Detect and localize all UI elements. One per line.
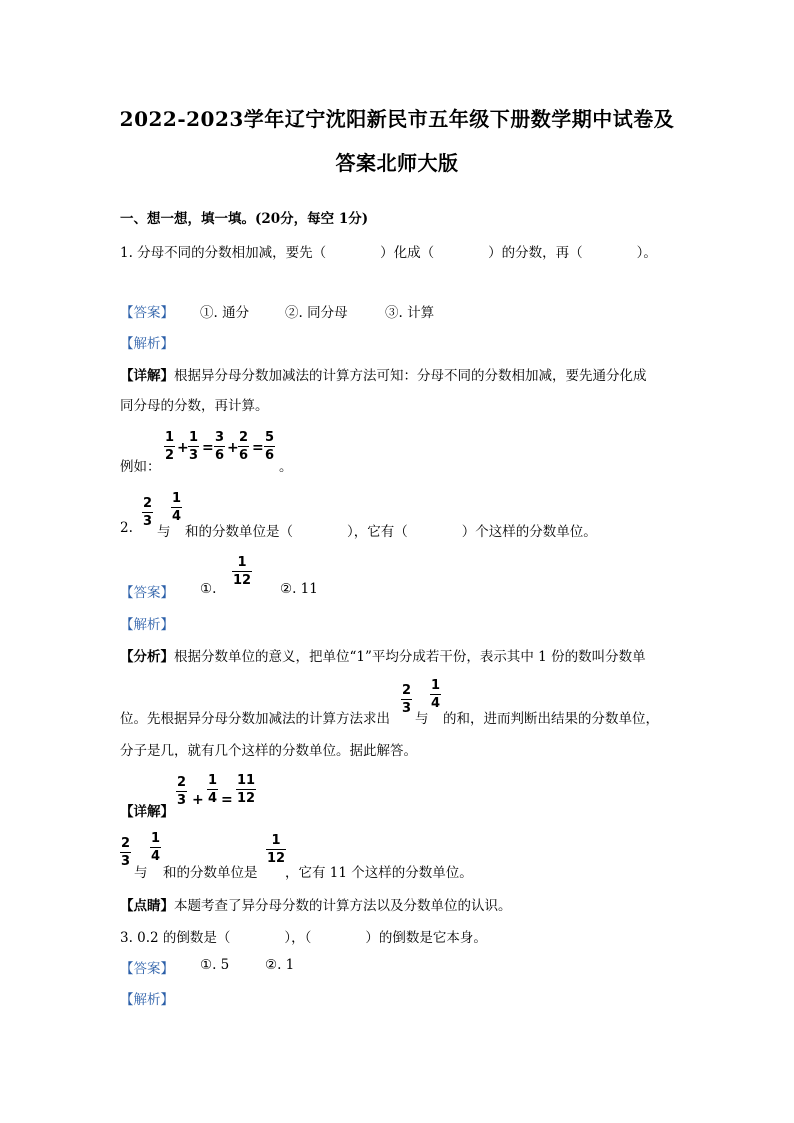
q2-concl-fraction-c: 1 12 xyxy=(267,833,286,866)
plus-sign: + xyxy=(227,440,239,456)
q2-answer-1-prefix: ①. xyxy=(200,581,217,597)
example-fraction-5: 5 6 xyxy=(265,430,275,463)
q1-analysis-label: 【解析】 xyxy=(120,336,174,352)
q2-fraction-b: 1 4 xyxy=(172,491,182,524)
q2-detail-fraction-1: 2 3 xyxy=(177,775,187,808)
q1-answer-3: ③. 计算 xyxy=(385,305,435,321)
q2-detail-label: 【详解】 xyxy=(120,804,174,820)
question-2-text: 和的分数单位是（ ），它有（ ）个这样的分数单位。 xyxy=(185,524,597,540)
q1-answer-1: ①. 通分 xyxy=(200,305,250,321)
example-period: 。 xyxy=(279,459,293,475)
example-fraction-1: 1 2 xyxy=(165,430,175,463)
q2-fenxi-fraction-b: 1 4 xyxy=(431,678,441,711)
q2-answer-2: ②. 11 xyxy=(280,581,318,597)
equals-sign: = xyxy=(221,792,233,808)
q1-example-prefix: 例如： xyxy=(120,459,161,475)
q2-concl-yu: 与 xyxy=(134,865,148,881)
q2-fenxi-line3: 分子是几，就有几个这样的分数单位。据此解答。 xyxy=(120,743,417,759)
q2-fenxi xyxy=(120,645,646,665)
q3-answer-label: 【答案】 xyxy=(120,961,174,977)
q2-concl-fraction-b: 1 4 xyxy=(151,831,161,864)
question-2-number: 2. xyxy=(120,520,133,536)
q2-detail-fraction-3: 11 12 xyxy=(237,773,256,806)
q2-analysis-label: 【解析】 xyxy=(120,617,174,633)
q2-fraction-a: 2 3 xyxy=(143,496,153,529)
q2-fenxi-label: 【分析】 xyxy=(120,649,174,665)
q2-fenxi-yu: 与 xyxy=(415,711,429,727)
page-title-line2: 答案北师大版 xyxy=(335,151,459,175)
q2-fenxi-line1: 根据分数单位的意义，把单位“1”平均分成若干份，表示其中 1 份的数叫分数单 xyxy=(174,649,646,665)
q1-answer-2: ②. 同分母 xyxy=(285,305,348,321)
example-fraction-2: 1 3 xyxy=(189,430,199,463)
q2-yu: 与 xyxy=(157,524,171,540)
q1-detail xyxy=(120,364,647,384)
q3-answer-1: ①. 5 xyxy=(200,957,230,973)
q2-fenxi-line2a: 位。先根据异分母分数加减法的计算方法求出 xyxy=(120,711,390,727)
example-fraction-3: 3 6 xyxy=(215,430,225,463)
example-fraction-4: 2 6 xyxy=(239,430,249,463)
q1-detail-line1: 根据异分母分数加减法的计算方法可知：分母不同的分数相加减，要先通分化成 xyxy=(174,368,647,384)
q2-dianjing xyxy=(120,894,512,914)
page-title-line1: 2022-2023学年辽宁沈阳新民市五年级下册数学期中试卷及 xyxy=(119,107,675,131)
plus-sign: + xyxy=(192,792,204,808)
section-heading: 一、想一想，填一填。(20分，每空 1分) xyxy=(120,211,369,227)
q2-concl-end: ，它有 11 个这样的分数单位。 xyxy=(285,865,473,881)
q2-fenxi-fraction-a: 2 3 xyxy=(402,683,412,716)
q2-fenxi-line2b: 的和，进而判断出结果的分数单位， xyxy=(443,711,659,727)
equals-sign: = xyxy=(202,440,214,456)
q3-analysis-label: 【解析】 xyxy=(120,992,174,1008)
q2-concl-fraction-a: 2 3 xyxy=(121,836,131,869)
q3-answer-2: ②. 1 xyxy=(265,957,295,973)
q1-detail-label: 【详解】 xyxy=(120,368,174,384)
q2-detail-fraction-2: 1 4 xyxy=(208,773,218,806)
q2-answer-label: 【答案】 xyxy=(120,585,174,601)
equals-sign: = xyxy=(252,440,264,456)
q2-dianjing-text: 本题考查了异分母分数的计算方法以及分数单位的认识。 xyxy=(174,898,512,914)
q1-answer-label: 【答案】 xyxy=(120,305,174,321)
q2-answer-1-fraction: 1 12 xyxy=(233,555,252,588)
q1-detail-line2: 同分母的分数，再计算。 xyxy=(120,398,269,414)
q2-concl-mid: 和的分数单位是 xyxy=(163,865,258,881)
question-1-text: 1. 分母不同的分数相加减，要先（ ）化成（ ）的分数，再（ ）。 xyxy=(120,245,657,261)
plus-sign: + xyxy=(177,440,189,456)
question-3-text: 3. 0.2 的倒数是（ ），（ ）的倒数是它本身。 xyxy=(120,930,487,946)
q2-dianjing-label: 【点睛】 xyxy=(120,898,174,914)
